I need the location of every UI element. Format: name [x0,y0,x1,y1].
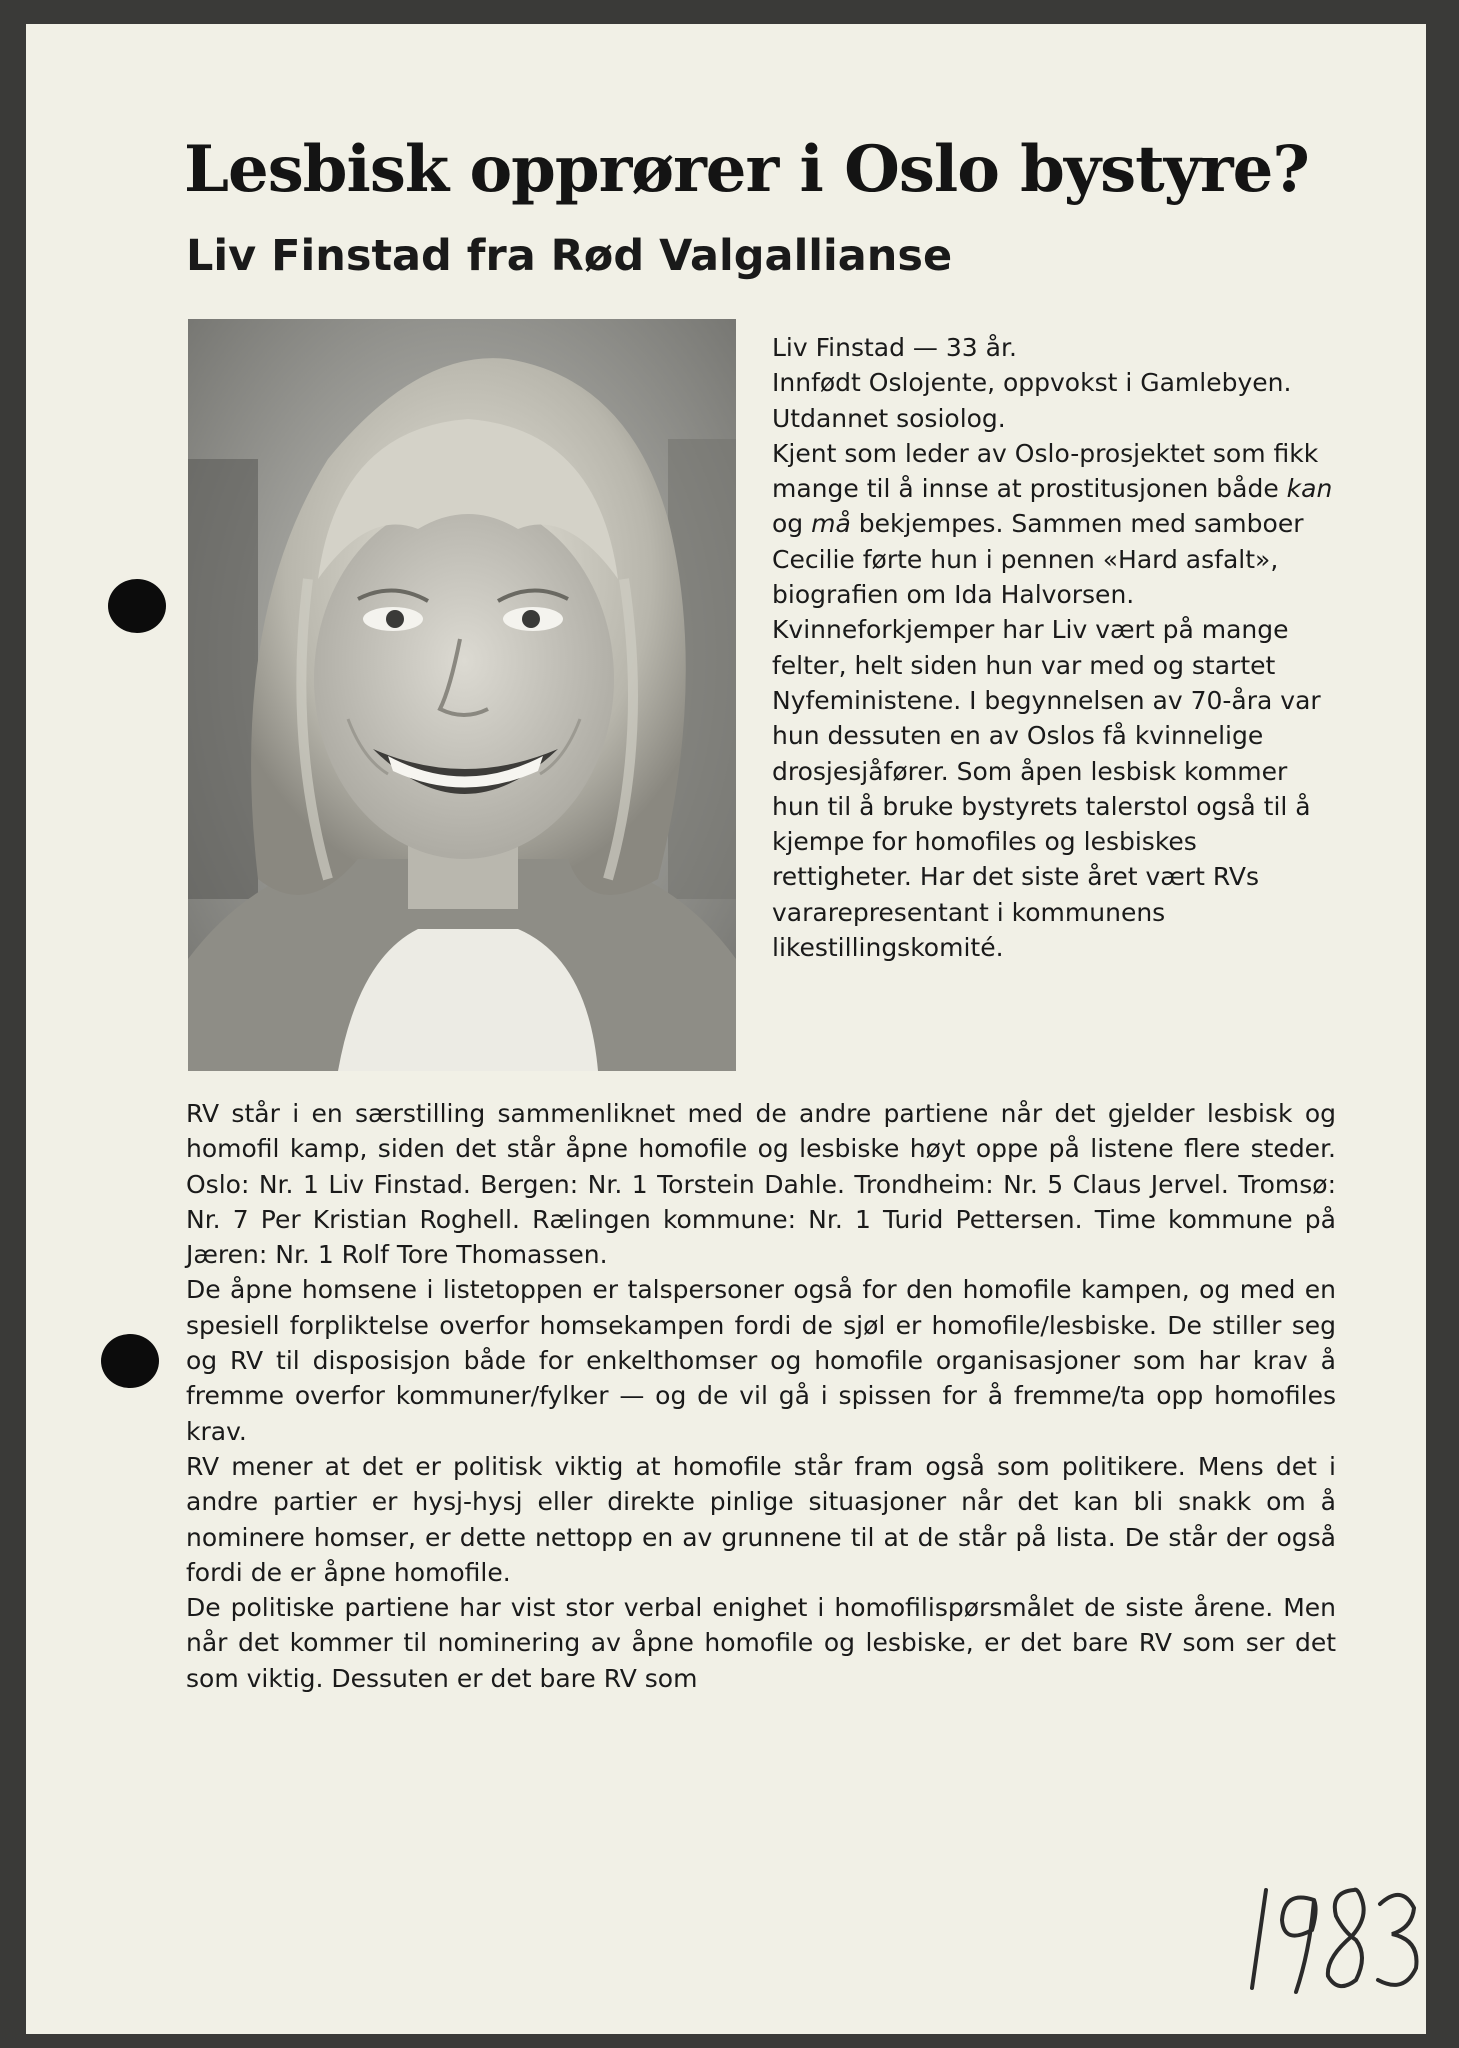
portrait-illustration [188,319,736,1071]
article-body [186,1096,1336,1696]
bio-paragraph-career [772,436,1342,965]
bio-text-part-3: bekjempes. Sammen med samboer Cecilie førte hun i pennen «Hard asfalt», biografien om Ida Halvorsen. Kvinneforkjemper har Liv vært på mange felter, helt siden hun var med og startet Nyfeministene. I begynnelsen av 70-åra var hun dessuten en av Oslos få kvinnelige drosjesjåfører. Som åpen lesbisk kommer hun til å bruke bystyrets talerstol også til å kjempe for homofiles og lesbiskes rettigheter. Har det siste året vært RVs vararepresentant i kommunens likestillingskomité. [772,509,1321,963]
bio-text-part-1: Kjent som leder av Oslo-prosjektet som fikk mange til å innse at prostitusjonen både [772,438,1319,504]
body-paragraph-1: RV står i en særstilling sammenliknet med de andre partiene når det gjelder lesbisk og homofil kamp, siden det står åpne homofile og lesbiske høyt oppe på listene flere steder. Oslo: Nr. 1 Liv Finstad. Bergen: Nr. 1 Torstein Dahle. Trondheim: Nr. 5 Claus Jervel. Tromsø: Nr. 7 Per Kristian Roghell. Rælingen kommune: Nr. 1 Turid Pettersen. Time kommune på Jæren: Nr. 1 Rolf Tore Thomassen. [186,1099,1336,1270]
subheadline: Liv Finstad fra Rød Valgallianse [186,231,953,281]
punch-hole-top [108,579,166,633]
bio-emphasis-ma: må [811,509,851,539]
bio-text-part-2: og [772,509,812,539]
body-paragraph-2: De åpne homsene i listetoppen er talspersoner også for den homofile kampen, og med en spesiell forpliktelse overfor homsekampen fordi de sjøl er homofile/lesbiske. De stiller seg og RV til disposisjon både for enkelthomser og homofile organisasjoner som har krav å fremme overfor kommuner/fylker — og de vil gå i spissen for å fremme/ta opp homofiles krav. [186,1275,1336,1446]
body-paragraph-3: RV mener at det er politisk viktig at homofile står fram også som politikere. Mens det i andre partier er hysj-hysj eller direkte pinlige situasjoner når det kan bli snakk om å nominere homser, er dette nettopp en av grunnene til at de står på lista. De står der også fordi de er åpne homofile. [186,1451,1336,1587]
bio-column [772,330,1342,965]
headline: Lesbisk opprører i Oslo bystyre? [184,132,1309,207]
handwritten-year-1983 [1244,1870,1424,2000]
bio-intro: Liv Finstad — 33 år. [772,333,1017,362]
body-paragraph-4: De politiske partiene har vist stor verbal enighet i homofilispørsmålet de siste årene. Men når det kommer til nominering av åpne homofile og lesbiske, er det bare RV som ser det som viktig. Dessuten er det bare RV som [186,1593,1336,1693]
punch-hole-bottom [101,1334,159,1388]
bio-paragraph-origin: Innfødt Oslojente, oppvokst i Gamlebyen. Utdannet sosiolog. [772,368,1292,433]
portrait-photo [188,319,736,1071]
document-page [26,24,1426,2034]
bio-emphasis-kan: kan [1286,474,1333,504]
